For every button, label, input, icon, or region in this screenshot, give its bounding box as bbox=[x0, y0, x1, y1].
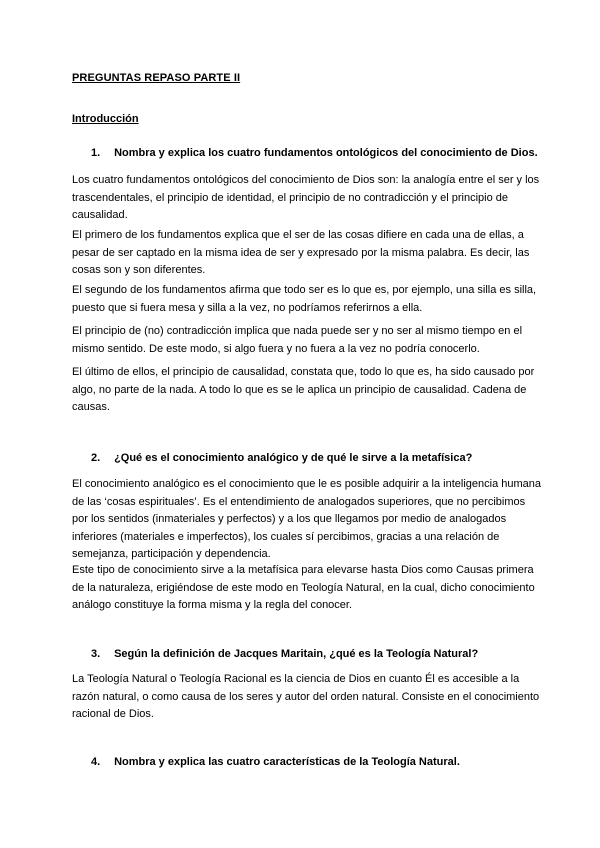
question-4 bbox=[91, 756, 460, 768]
answer-paragraph: La Teología Natural o Teología Racional es la ciencia de Dios en cuanto Él es accesible a la razón natural, o como causa de los seres y autor del orden natural. Consiste en el conocimiento racional de Dios. bbox=[72, 673, 540, 720]
question-text: Nombra y explica las cuatro características de la Teología Natural. bbox=[114, 756, 460, 768]
question-number: 1. bbox=[91, 147, 101, 159]
section-heading: Introducción bbox=[72, 113, 139, 125]
answer-paragraph: El primero de los fundamentos explica que el ser de las cosas difiere en cada una de ellas, a pesar de ser captado en la misma idea de ser y expresado por la misma palabra. Es decir, las cosas son y son diferentes. bbox=[72, 229, 530, 276]
question-number: 4. bbox=[91, 756, 101, 768]
question-3 bbox=[91, 648, 478, 660]
question-text: Según la definición de Jacques Maritain, ¿qué es la Teología Natural? bbox=[114, 648, 479, 660]
document-title: PREGUNTAS REPASO PARTE II bbox=[72, 72, 241, 84]
question-1 bbox=[91, 147, 538, 159]
answer-paragraph: El conocimiento analógico es el conocimiento que le es posible adquirir a la inteligencia humana de las ‘cosas espirituales’. Es el entendimiento de analogados superiores, que no percibimos por los sentidos (inmateriales y perfectos) y a los que llegamos por medio de analogados inferiores (materiales e imperfectos), los cuales sí percibimos, gracias a una relación de semejanza, participación y dependencia. bbox=[72, 478, 542, 560]
question-2 bbox=[91, 452, 472, 464]
answer-paragraph: Los cuatro fundamentos ontológicos del conocimiento de Dios son: la analogía entre el ser y los trascendentales, el principio de identidad, el principio de no contradicción y el principio de causalidad. bbox=[72, 174, 540, 221]
question-number: 2. bbox=[91, 452, 101, 464]
question-text: ¿Qué es el conocimiento analógico y de qué le sirve a la metafísica? bbox=[114, 452, 473, 464]
question-number: 3. bbox=[91, 648, 101, 660]
answer-paragraph: El segundo de los fundamentos afirma que todo ser es lo que es, por ejemplo, una silla es silla, puesto que si fuera mesa y silla a la vez, no podríamos referirnos a ella. bbox=[72, 284, 537, 314]
answer-paragraph: El último de ellos, el principio de causalidad, constata que, todo lo que es, ha sido causado por algo, no parte de la nada. A todo lo que es se le aplica un principio de causalidad. Cadena de causas. bbox=[72, 366, 535, 413]
answer-paragraph: Este tipo de conocimiento sirve a la metafísica para elevarse hasta Dios como Causas primera de la naturaleza, erigiéndose de este modo en Teología Natural, en la cual, dicho conocimiento análogo constituye la forma misma y la regla del conocer. bbox=[72, 564, 535, 611]
answer-paragraph: El principio de (no) contradicción implica que nada puede ser y no ser al mismo tiempo en el mismo sentido. De este modo, si algo fuera y no fuera a la vez no podría conocerlo. bbox=[72, 325, 523, 355]
question-text: Nombra y explica los cuatro fundamentos ontológicos del conocimiento de Dios. bbox=[114, 147, 538, 159]
